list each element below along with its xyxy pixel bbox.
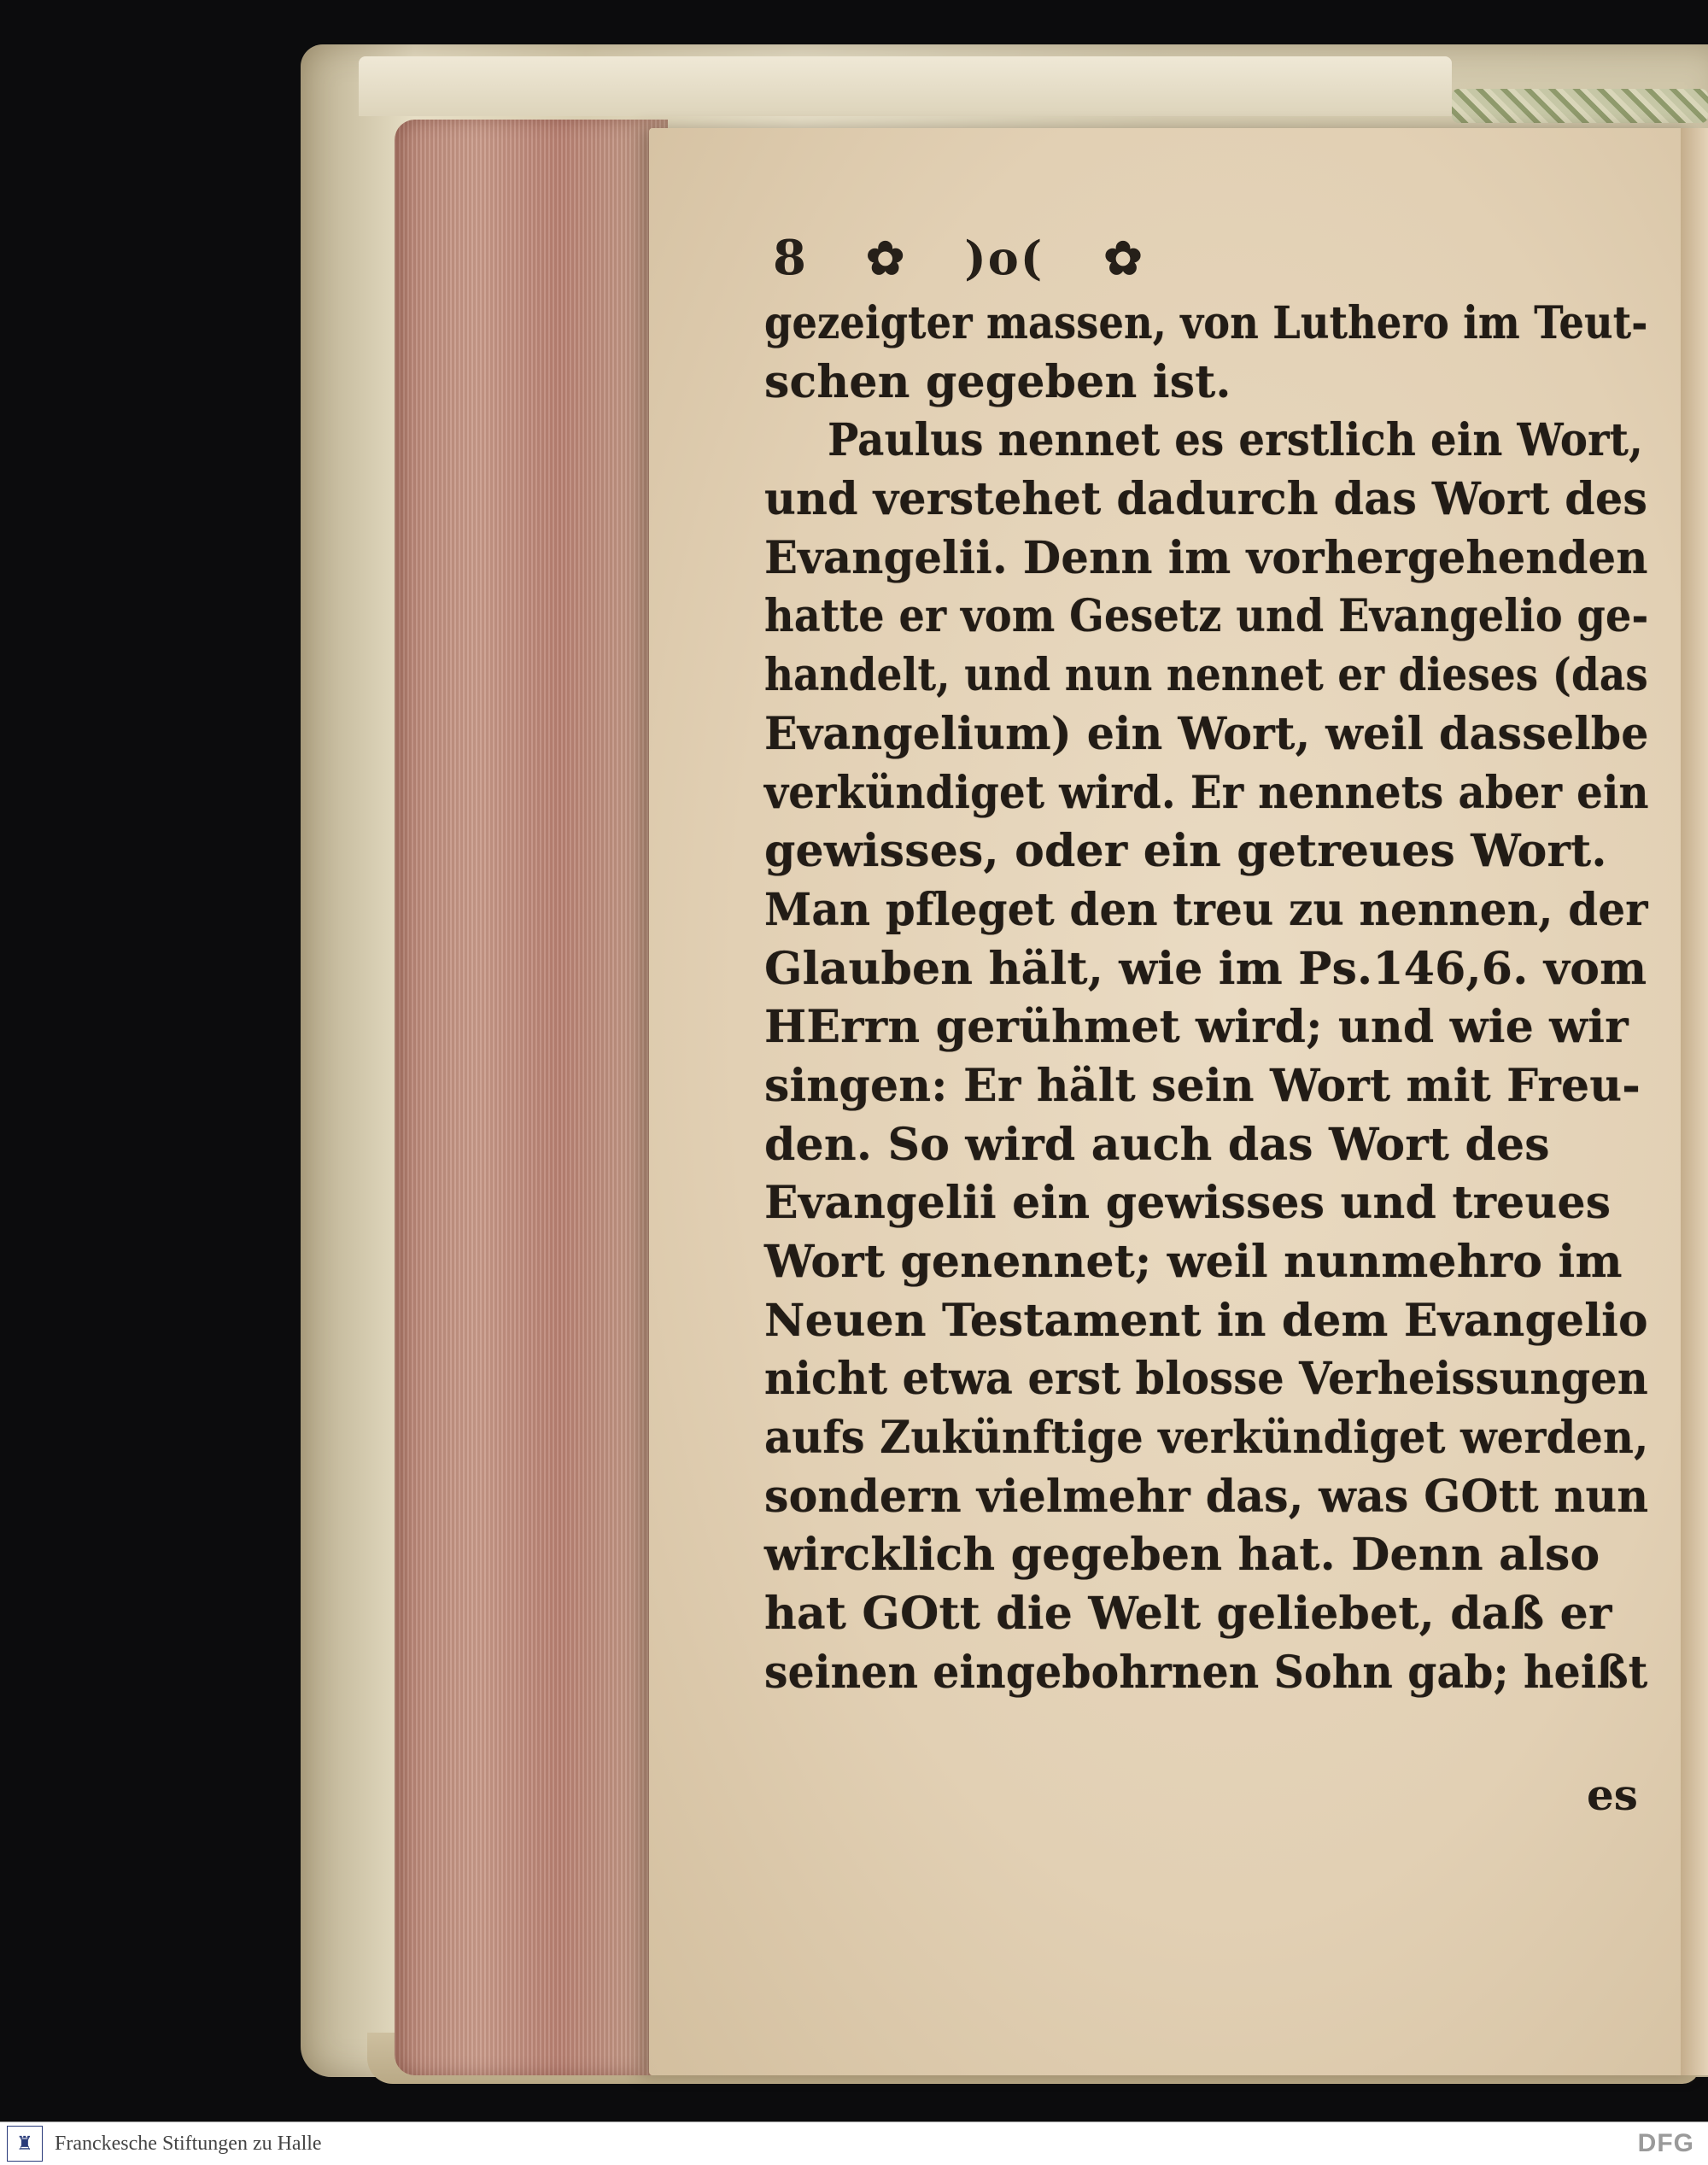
- text-line: sondern vielmehr das, was GOtt nun: [764, 1470, 1649, 1523]
- text-line: Neuen Testament in dem Evangelio: [764, 1294, 1648, 1347]
- red-page-edges: [395, 120, 668, 2075]
- text-line: HErrn gerühmet wird; und wie wir: [764, 1001, 1629, 1054]
- text-line: hatte er vom Gesetz und Evangelio ge-: [764, 590, 1649, 643]
- text-line: und verstehet dadurch das Wort des: [764, 473, 1648, 526]
- text-line: gewisses, oder ein getreues Wort.: [764, 825, 1607, 878]
- text-line: handelt, und nun nennet er dieses (das: [764, 649, 1648, 702]
- text-line: Evangelium) ein Wort, weil dasselbe: [764, 707, 1649, 760]
- text-line: Evangelii ein gewisses und treues: [764, 1177, 1611, 1230]
- text-line: den. So wird auch das Wort des: [764, 1118, 1550, 1171]
- text-line: Wort genennet; weil nunmehro im: [764, 1236, 1623, 1288]
- ornament-right-icon: ✿: [1103, 231, 1143, 285]
- ornament-left-icon: ✿: [865, 231, 905, 285]
- text-line: wircklich gegeben hat. Denn also: [764, 1529, 1600, 1582]
- text-line: hat GOtt die Welt geliebet, daß er: [764, 1588, 1612, 1641]
- text-line: Glauben hält, wie im Ps.146,6. vom: [764, 942, 1647, 995]
- bookmark-cord: [1452, 89, 1708, 123]
- franckesche-stiftungen-logo-icon: ♜: [7, 2126, 43, 2162]
- cover-top-edge: [359, 56, 1452, 116]
- footer-bar: [0, 2121, 1708, 2165]
- text-line: Man pfleget den treu zu nennen, der: [764, 883, 1648, 936]
- institution-name: Franckesche Stiftungen zu Halle: [55, 2132, 322, 2155]
- text-line: aufs Zukünftige verkündiget werden,: [764, 1412, 1649, 1465]
- dfg-logo: DFG: [1637, 2129, 1694, 2157]
- facing-page-edge: [1681, 128, 1708, 2075]
- text-line: seinen eingebohrnen Sohn gab; heißt: [764, 1646, 1648, 1699]
- catchword: es: [1587, 1770, 1638, 1820]
- text-line: Paulus nennet es erstlich ein Wort,: [828, 414, 1644, 467]
- text-line: Evangelii. Denn im vorhergehenden: [764, 531, 1648, 584]
- text-line: singen: Er hält sein Wort mit Freu-: [764, 1059, 1641, 1112]
- body-text: [764, 295, 1648, 1703]
- page-number: 8: [773, 230, 806, 286]
- ornament-center-icon: )o(: [964, 231, 1044, 285]
- running-head: [773, 224, 1388, 292]
- text-line: gezeigter massen, von Luthero im Teut-: [764, 297, 1648, 349]
- text-line: schen gegeben ist.: [764, 355, 1231, 408]
- text-line: nicht etwa erst blosse Verheissungen: [764, 1353, 1648, 1406]
- text-line: verkündiget wird. Er nennets aber ein: [764, 766, 1649, 819]
